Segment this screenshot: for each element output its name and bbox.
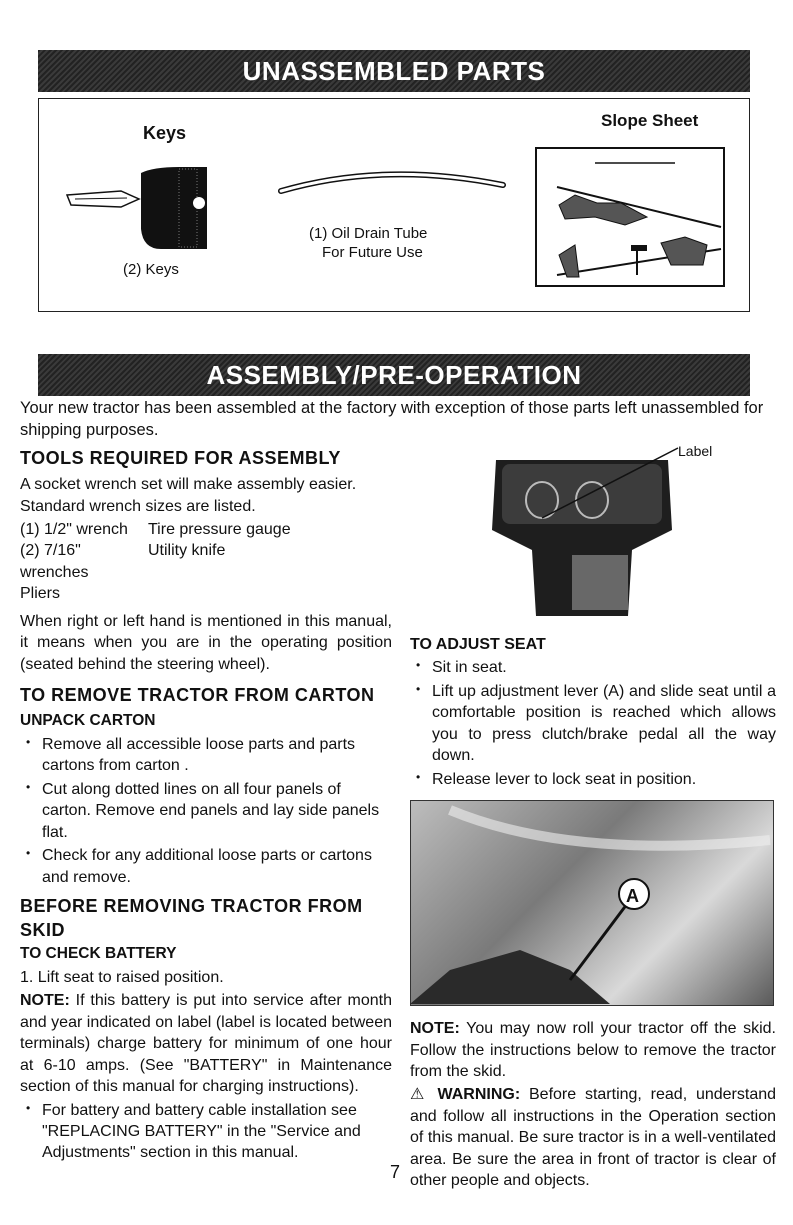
- keys-caption: (2) Keys: [123, 261, 179, 278]
- unassembled-parts-box: [38, 98, 750, 312]
- battery-illustration: [482, 440, 682, 620]
- list-item: • Sit in seat.: [410, 657, 776, 678]
- list-item: • Cut along dotted lines on all four panels of carton. Remove end panels and lay side panels flat.: [20, 779, 392, 843]
- tool-item: Utility knife: [148, 542, 226, 560]
- right-column: [410, 440, 776, 1194]
- keys-title: Keys: [143, 123, 187, 143]
- list-item: • Release lever to lock seat in position.: [410, 769, 776, 790]
- list-item: • Lift up adjustment lever (A) and slide seat until a comfortable position is reached which allows you to press clutch/brake pedal all the way down.: [410, 681, 776, 767]
- battery-note: NOTE: If this battery is put into service after month and year indicated on label (label is located between terminals) charge battery for minimum of one hour at 6-10 amps. (See "BATTERY" in Maintenance section of this manual for charging instructions).: [20, 992, 392, 1096]
- list-item: • Check for any additional loose parts or cartons and remove.: [20, 845, 392, 888]
- callout-a: A: [626, 886, 639, 907]
- battery-label-callout: Label: [678, 443, 713, 459]
- skid-note: NOTE: You may now roll your tractor off the skid. Follow the instructions below to remove the tractor from the skid.: [410, 1020, 777, 1080]
- unpack-carton-heading: UNPACK CARTON: [20, 712, 156, 730]
- oil-drain-tube-illustration: [275, 165, 515, 197]
- check-battery-heading: TO CHECK BATTERY: [20, 945, 177, 963]
- right-left-note: When right or left hand is mentioned in this manual, it means when you are in the operating position (seated behind the steering wheel).: [20, 612, 392, 673]
- unassembled-parts-banner: UNASSEMBLED PARTS: [38, 50, 750, 92]
- left-column: [20, 440, 392, 1166]
- oil-drain-tube-caption: (1) Oil Drain Tube For Future Use: [309, 225, 428, 261]
- adjust-seat-heading: TO ADJUST SEAT: [410, 636, 546, 653]
- key-illustration: [61, 165, 211, 251]
- tool-item: Pliers: [20, 585, 61, 603]
- slope-sheet-illustration: [535, 147, 725, 287]
- tools-heading: TOOLS REQUIRED FOR ASSEMBLY: [20, 448, 341, 468]
- page-number: 7: [390, 1162, 401, 1182]
- warning-icon: ⚠: [410, 1086, 429, 1104]
- tool-item: (1) 1/2" wrench: [20, 520, 128, 538]
- battery-step: 1. Lift seat to raised position.: [20, 968, 224, 986]
- battery-list: [20, 1100, 392, 1164]
- assembly-pre-operation-banner: ASSEMBLY/PRE-OPERATION: [38, 354, 750, 396]
- seat-list: [410, 657, 776, 790]
- remove-tractor-heading: TO REMOVE TRACTOR FROM CARTON: [20, 685, 375, 706]
- tool-item: Tire pressure gauge: [148, 520, 291, 538]
- list-item: • Remove all accessible loose parts and parts cartons from carton .: [20, 734, 392, 777]
- unpack-list: [20, 734, 392, 888]
- warning-paragraph: ⚠ WARNING: Before starting, read, understand and follow all instructions in the Operation section of this manual. Be sure tractor is in a well-ventilated area. Be sure the area in front of tractor is clear of other people and objects.: [410, 1086, 777, 1190]
- seat-photo: [410, 800, 776, 1006]
- tools-list: [20, 519, 392, 605]
- before-removing-heading: BEFORE REMOVING TRACTOR FROM SKID: [20, 895, 363, 941]
- tool-item: (2) 7/16" wrenches: [20, 542, 89, 581]
- tools-intro: A socket wrench set will make assembly easier. Standard wrench sizes are listed.: [20, 476, 357, 515]
- list-item: • For battery and battery cable installation see "REPLACING BATTERY" in the "Service and Adjustments" section in this manual.: [20, 1100, 392, 1164]
- intro-paragraph: Your new tractor has been assembled at the factory with exception of those parts left unassembled for shipping purposes.: [20, 399, 764, 439]
- slope-sheet-title: Slope Sheet: [601, 111, 699, 130]
